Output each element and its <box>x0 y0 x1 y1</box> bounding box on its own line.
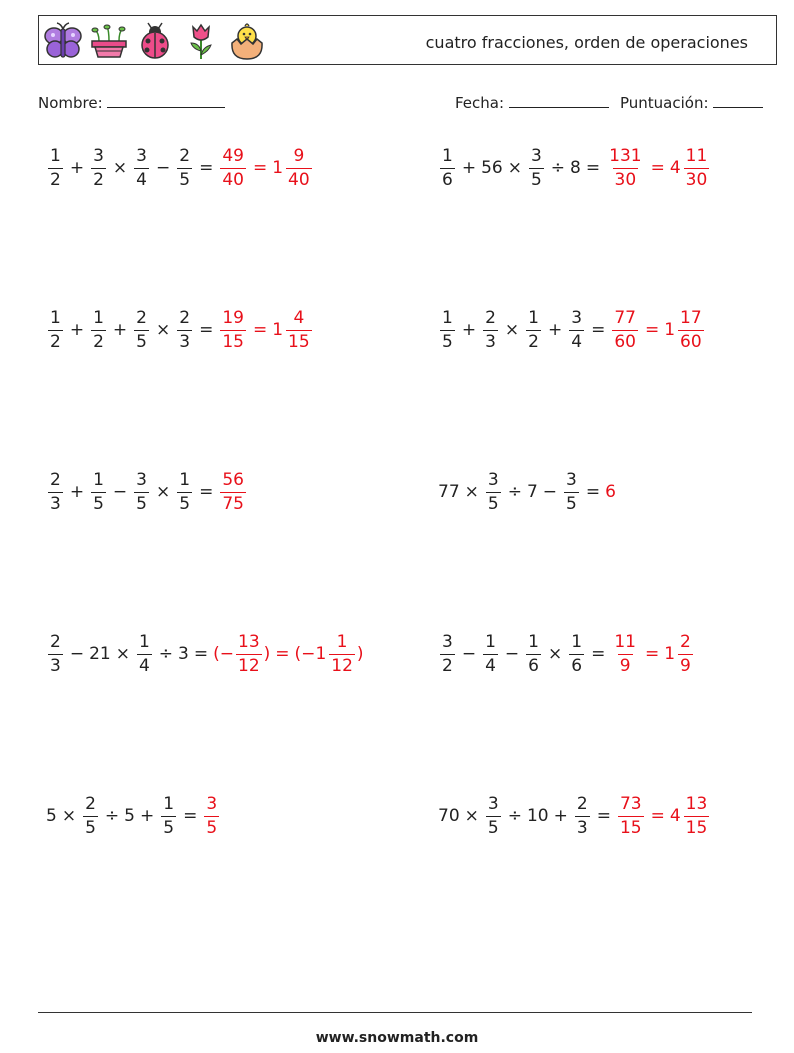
fraction-denominator: 60 <box>680 331 702 352</box>
fraction-numerator: 4 <box>293 307 305 328</box>
fraction <box>134 469 149 514</box>
fraction-denominator: 9 <box>680 655 691 676</box>
operator: × <box>112 158 128 178</box>
fraction-numerator: 3 <box>530 145 542 166</box>
operator: = <box>252 320 268 340</box>
fraction-numerator: 1 <box>93 469 104 490</box>
fraction <box>177 469 192 514</box>
number: (− <box>294 644 316 664</box>
fraction-denominator: 2 <box>93 331 104 352</box>
operator: = <box>644 320 660 340</box>
fraction-numerator: 19 <box>222 307 244 328</box>
number: 7 <box>526 482 538 502</box>
operator: + <box>69 320 85 340</box>
operator: × <box>464 806 479 826</box>
fraction <box>607 145 643 190</box>
fraction-denominator: 4 <box>136 169 147 190</box>
fraction-denominator: 5 <box>442 331 453 352</box>
fraction-numerator: 3 <box>487 469 499 490</box>
mixed-whole: 1 <box>272 158 284 178</box>
fraction <box>440 631 455 676</box>
fraction <box>612 307 638 352</box>
header-icons <box>43 20 267 62</box>
operator: − <box>461 644 477 664</box>
fraction <box>91 307 106 352</box>
fraction <box>134 307 149 352</box>
fraction <box>204 793 219 838</box>
fraction-numerator: 1 <box>485 631 496 652</box>
fraction-numerator: 1 <box>50 145 61 166</box>
fraction-denominator: 5 <box>179 169 191 190</box>
score-field <box>620 93 763 112</box>
mixed-number <box>669 145 711 190</box>
score-label: Puntuación: <box>620 94 709 112</box>
fraction-numerator: 2 <box>136 307 147 328</box>
worksheet-title: cuatro fracciones, orden de operaciones <box>425 33 748 52</box>
problem-8 <box>438 628 695 680</box>
operator: × <box>507 158 522 178</box>
fraction-denominator: 30 <box>614 169 637 190</box>
mixed-number <box>664 307 705 352</box>
answer <box>605 482 616 502</box>
operator: × <box>155 320 171 340</box>
operator: + <box>461 158 477 178</box>
fraction-denominator: 3 <box>485 331 496 352</box>
fraction <box>91 145 106 190</box>
mixed-number <box>315 631 356 676</box>
fraction-denominator: 75 <box>222 493 244 514</box>
fraction <box>91 469 106 514</box>
fraction-numerator: 3 <box>93 145 104 166</box>
fraction <box>48 307 63 352</box>
fraction-denominator: 4 <box>485 655 496 676</box>
fraction <box>177 307 192 352</box>
footer-divider <box>38 1012 752 1013</box>
number: ) <box>263 644 271 664</box>
fraction <box>177 145 192 190</box>
operator: × <box>547 644 563 664</box>
operator: + <box>553 806 568 826</box>
fraction-denominator: 5 <box>487 817 499 838</box>
fraction-numerator: 11 <box>614 631 636 652</box>
operator: = <box>199 320 214 340</box>
fraction-numerator: 13 <box>685 793 708 814</box>
fraction-denominator: 5 <box>85 817 96 838</box>
operator: = <box>193 644 209 664</box>
fraction-denominator: 5 <box>487 493 499 514</box>
fraction <box>440 307 455 352</box>
fraction-denominator: 3 <box>576 817 588 838</box>
mixed-number <box>669 793 711 838</box>
number: 8 <box>570 158 581 178</box>
number: 21 <box>89 644 111 664</box>
answer <box>202 793 221 838</box>
fraction-numerator: 3 <box>571 307 583 328</box>
mixed-whole: 4 <box>669 806 681 826</box>
fraction-numerator: 3 <box>566 469 577 490</box>
mixed-whole: 1 <box>315 644 327 664</box>
mixed-whole: 1 <box>664 320 676 340</box>
fraction-numerator: 11 <box>685 145 708 166</box>
date-blank[interactable] <box>509 93 609 108</box>
fraction <box>161 793 176 838</box>
fraction-numerator: 1 <box>528 631 539 652</box>
fraction <box>137 631 152 676</box>
mixed-number <box>664 631 695 676</box>
fraction-denominator: 2 <box>93 169 104 190</box>
operator: × <box>115 644 130 664</box>
fraction-numerator: 49 <box>222 145 244 166</box>
operator: = <box>252 158 268 178</box>
operator: = <box>585 482 601 502</box>
answer <box>605 145 711 190</box>
answer <box>218 469 248 514</box>
operator: + <box>69 482 85 502</box>
operator: = <box>596 806 611 826</box>
operator: = <box>591 320 606 340</box>
fraction-denominator: 4 <box>571 331 583 352</box>
fraction-numerator: 1 <box>163 793 175 814</box>
problem-9 <box>46 790 221 842</box>
fraction-denominator: 3 <box>179 331 191 352</box>
answer <box>218 307 313 352</box>
footer-url: www.snowmath.com <box>315 1030 479 1046</box>
fraction-numerator: 9 <box>293 145 305 166</box>
operator: + <box>461 320 477 340</box>
operator: = <box>591 644 606 664</box>
fraction-numerator: 2 <box>50 469 61 490</box>
answer <box>218 145 313 190</box>
fraction <box>618 793 644 838</box>
fraction-numerator: 2 <box>179 145 191 166</box>
fraction-denominator: 2 <box>50 169 61 190</box>
fraction-denominator: 60 <box>614 331 636 352</box>
problem-4 <box>438 304 706 356</box>
fraction-numerator: 3 <box>487 793 499 814</box>
fraction <box>329 631 355 676</box>
fraction <box>684 145 710 190</box>
fraction-denominator: 12 <box>331 655 353 676</box>
fraction-denominator: 2 <box>50 331 61 352</box>
operator: ÷ <box>158 644 174 664</box>
fraction-numerator: 2 <box>485 307 496 328</box>
fraction <box>575 793 590 838</box>
fraction <box>220 469 246 514</box>
fraction-numerator: 3 <box>206 793 218 814</box>
fraction-numerator: 13 <box>238 631 260 652</box>
number: ) <box>356 644 364 664</box>
date-label: Fecha: <box>455 94 505 112</box>
fraction-numerator: 131 <box>609 145 642 166</box>
operator: ÷ <box>507 482 522 502</box>
fraction <box>569 307 584 352</box>
fraction-denominator: 4 <box>138 655 150 676</box>
fraction-numerator: 56 <box>222 469 244 490</box>
answer <box>213 631 364 676</box>
chick-in-egg-icon <box>227 21 267 61</box>
fraction <box>286 307 312 352</box>
name-label: Nombre: <box>38 94 103 112</box>
fraction-denominator: 2 <box>528 331 539 352</box>
fraction-denominator: 15 <box>288 331 310 352</box>
problem-7 <box>46 628 364 680</box>
ladybug-icon <box>135 21 175 61</box>
fraction-denominator: 5 <box>206 817 218 838</box>
fraction-numerator: 77 <box>614 307 636 328</box>
fraction-numerator: 3 <box>442 631 453 652</box>
fraction <box>486 793 501 838</box>
fraction-numerator: 3 <box>136 469 147 490</box>
fraction-denominator: 15 <box>222 331 244 352</box>
fraction <box>286 145 312 190</box>
number: 10 <box>526 806 549 826</box>
fraction-denominator: 5 <box>136 331 147 352</box>
operator: − <box>155 158 171 178</box>
operator: − <box>112 482 128 502</box>
fraction-denominator: 3 <box>50 655 61 676</box>
worksheet-header <box>38 15 777 65</box>
fraction-denominator: 15 <box>619 817 642 838</box>
fraction-denominator: 6 <box>442 169 453 190</box>
fraction-numerator: 1 <box>442 307 453 328</box>
fraction <box>48 469 63 514</box>
mixed-number <box>272 145 313 190</box>
name-field <box>38 93 225 112</box>
fraction-denominator: 5 <box>93 493 104 514</box>
mixed-number <box>272 307 313 352</box>
tulip-icon <box>181 21 221 61</box>
fraction-denominator: 15 <box>685 817 708 838</box>
number: 56 <box>481 158 503 178</box>
problem-1 <box>46 142 314 194</box>
answer <box>610 631 695 676</box>
fraction-numerator: 2 <box>680 631 691 652</box>
operator: = <box>650 806 665 826</box>
answer <box>616 793 711 838</box>
fraction-denominator: 5 <box>179 493 191 514</box>
fraction-denominator: 12 <box>238 655 260 676</box>
fraction-numerator: 1 <box>442 145 453 166</box>
operator: = <box>275 644 290 664</box>
operator: = <box>183 806 198 826</box>
fraction <box>220 145 246 190</box>
fraction-denominator: 5 <box>566 493 577 514</box>
operator: × <box>464 482 479 502</box>
fraction-numerator: 1 <box>528 307 539 328</box>
operator: + <box>547 320 563 340</box>
operator: × <box>155 482 171 502</box>
number: 70 <box>438 806 460 826</box>
operator: ÷ <box>104 806 120 826</box>
mixed-whole: 1 <box>272 320 284 340</box>
fraction <box>678 631 693 676</box>
fraction-denominator: 3 <box>50 493 61 514</box>
fraction-denominator: 40 <box>288 169 310 190</box>
operator: − <box>504 644 520 664</box>
operator: = <box>199 482 214 502</box>
number: 77 <box>438 482 460 502</box>
fraction-denominator: 5 <box>163 817 175 838</box>
operator: = <box>199 158 214 178</box>
fraction-denominator: 2 <box>442 655 453 676</box>
operator: = <box>585 158 601 178</box>
fraction-numerator: 2 <box>85 793 96 814</box>
fraction-denominator: 5 <box>530 169 542 190</box>
problem-6 <box>438 466 616 518</box>
fraction-denominator: 9 <box>619 655 631 676</box>
fraction <box>564 469 579 514</box>
fraction-denominator: 5 <box>136 493 147 514</box>
mixed-whole: 1 <box>664 644 676 664</box>
fraction <box>678 307 704 352</box>
number: 5 <box>46 806 57 826</box>
fraction-numerator: 1 <box>50 307 61 328</box>
fraction-numerator: 1 <box>138 631 150 652</box>
sprout-pot-icon <box>89 21 129 61</box>
number: 6 <box>605 482 616 502</box>
problem-5 <box>46 466 248 518</box>
fraction-denominator: 30 <box>685 169 708 190</box>
score-blank[interactable] <box>713 93 763 108</box>
date-field <box>455 93 609 112</box>
fraction-numerator: 1 <box>336 631 348 652</box>
operator: × <box>504 320 520 340</box>
operator: ÷ <box>507 806 522 826</box>
problem-2 <box>438 142 711 194</box>
problem-3 <box>46 304 314 356</box>
operator: + <box>139 806 155 826</box>
number: 5 <box>124 806 135 826</box>
fraction <box>440 145 455 190</box>
fraction-numerator: 73 <box>619 793 642 814</box>
fraction-denominator: 6 <box>528 655 539 676</box>
fraction <box>569 631 584 676</box>
fraction-denominator: 40 <box>222 169 244 190</box>
operator: − <box>542 482 558 502</box>
operator: × <box>61 806 77 826</box>
fraction-numerator: 2 <box>576 793 588 814</box>
fraction-numerator: 17 <box>680 307 702 328</box>
fraction <box>134 145 149 190</box>
fraction-numerator: 3 <box>136 145 147 166</box>
fraction-numerator: 1 <box>571 631 583 652</box>
mixed-whole: 4 <box>669 158 681 178</box>
fraction-numerator: 2 <box>50 631 61 652</box>
operator: + <box>69 158 85 178</box>
fraction-numerator: 2 <box>179 307 191 328</box>
operator: + <box>112 320 128 340</box>
name-blank[interactable] <box>107 93 225 108</box>
fraction-numerator: 1 <box>179 469 191 490</box>
fraction <box>612 631 638 676</box>
operator: − <box>69 644 85 664</box>
fraction <box>486 469 501 514</box>
operator: = <box>650 158 665 178</box>
fraction <box>684 793 710 838</box>
problem-10 <box>438 790 711 842</box>
fraction <box>48 631 63 676</box>
fraction <box>526 307 541 352</box>
fraction <box>483 307 498 352</box>
butterfly-icon <box>43 21 83 61</box>
operator: ÷ <box>550 158 566 178</box>
fraction <box>526 631 541 676</box>
fraction <box>220 307 246 352</box>
fraction-numerator: 1 <box>93 307 104 328</box>
fraction <box>83 793 98 838</box>
fraction <box>483 631 498 676</box>
fraction <box>48 145 63 190</box>
number: (− <box>213 644 235 664</box>
fraction-denominator: 6 <box>571 655 583 676</box>
operator: = <box>644 644 660 664</box>
answer <box>610 307 705 352</box>
fraction <box>236 631 262 676</box>
number: 3 <box>178 644 189 664</box>
fraction <box>529 145 544 190</box>
